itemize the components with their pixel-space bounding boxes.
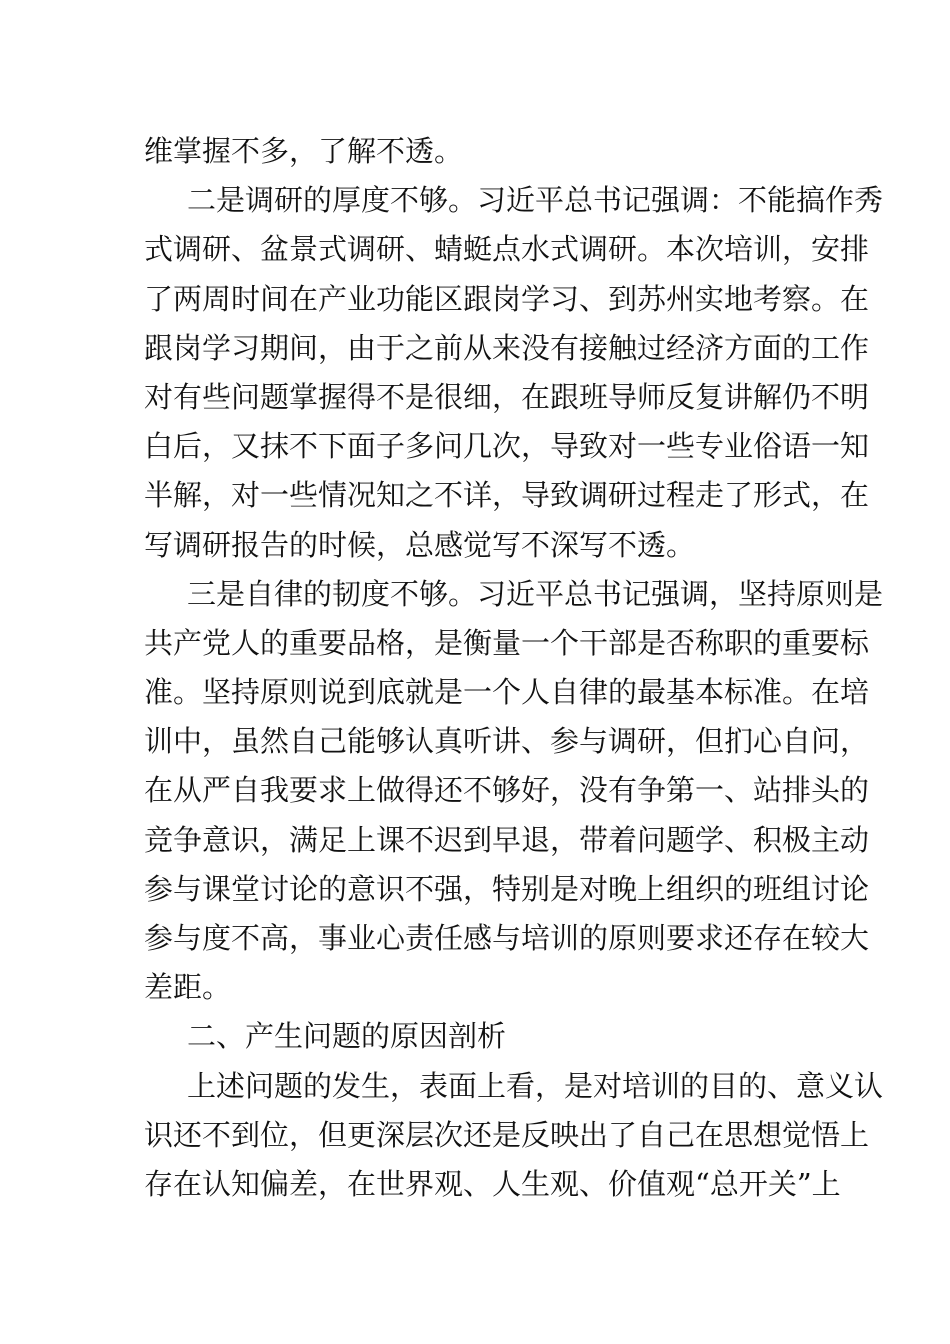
text-line: 半解，对一些情况知之不详，导致调研过程走了形式，在: [144, 478, 870, 513]
text-line: 存在认知偏差，在世界观、人生观、价值观“总开关”上: [144, 1166, 841, 1201]
text-line: 差距。: [144, 970, 232, 1005]
paragraph-first-line: 上述问题的发生，表面上看，是对培训的目的、意义认: [187, 1068, 884, 1103]
text-line: 写调研报告的时候，总感觉写不深写不透。: [144, 527, 696, 562]
text-line: 识还不到位，但更深层次还是反映出了自己在思想觉悟上: [144, 1117, 870, 1152]
text-line: 在从严自我要求上做得还不够好，没有争第一、站排头的: [144, 773, 870, 808]
text-line: 了两周时间在产业功能区跟岗学习、到苏州实地考察。在: [144, 281, 870, 316]
text-line: 式调研、盆景式调研、蜻蜓点水式调研。本次培训，安排: [144, 232, 870, 267]
text-line: 跟岗学习期间，由于之前从来没有接触过经济方面的工作: [144, 330, 870, 365]
text-line: 共产党人的重要品格，是衡量一个干部是否称职的重要标: [144, 625, 870, 660]
text-line: 准。坚持原则说到底就是一个人自律的最基本标准。在培: [144, 675, 870, 710]
paragraph-first-line: 三是自律的韧度不够。习近平总书记强调，坚持原则是: [187, 576, 884, 611]
text-line: 训中，虽然自己能够认真听讲、参与调研，但扪心自问，: [144, 724, 870, 759]
text-line: 维掌握不多，了解不透。: [144, 134, 464, 168]
text-line: 参与度不高，事业心责任感与培训的原则要求还存在较大: [144, 921, 870, 955]
section-heading: 二、产生问题的原因剖析: [187, 1019, 507, 1054]
text-line: 参与课堂讨论的意识不强，特别是对晚上组织的班组讨论: [144, 871, 870, 906]
text-line: 竞争意识，满足上课不迟到早退，带着问题学、积极主动: [144, 822, 870, 857]
document-body: [144, 127, 884, 1209]
text-line: 白后，又抹不下面子多问几次，导致对一些专业俗语一知: [144, 429, 870, 464]
text-line: 对有些问题掌握得不是很细，在跟班导师反复讲解仍不明: [144, 379, 870, 414]
paragraph-first-line: 二是调研的厚度不够。习近平总书记强调：不能搞作秀: [187, 183, 884, 218]
